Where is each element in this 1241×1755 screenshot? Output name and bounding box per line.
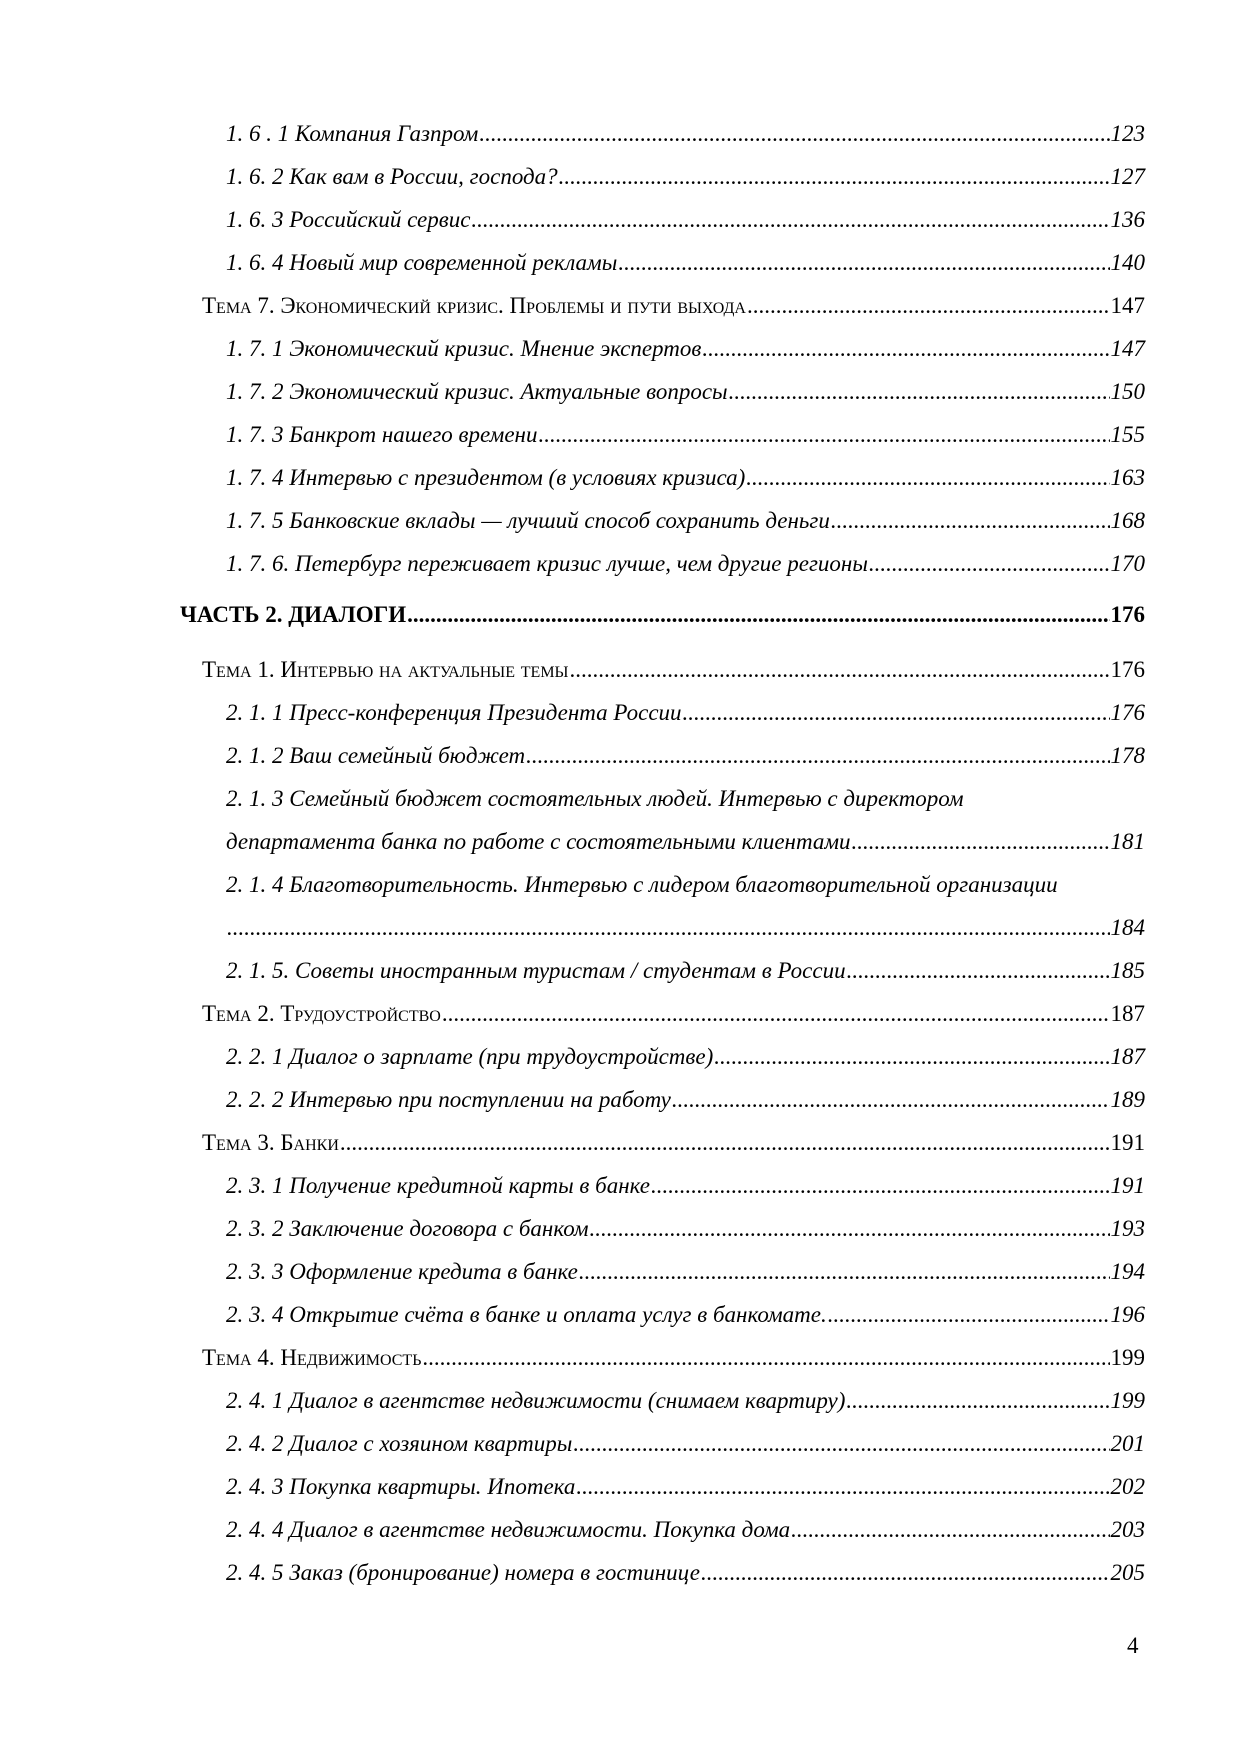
toc-theme[interactable] [180, 648, 1145, 691]
toc-theme-title: Тема 4. Недвижимость [202, 1345, 422, 1370]
toc-entry-page: 123 [1110, 121, 1145, 146]
leader-dots [407, 593, 1109, 636]
toc-entry-title: 1. 7. 2 Экономический кризис. Актуальные вопросы [226, 379, 728, 404]
toc-entry[interactable] [180, 1250, 1145, 1293]
toc-entry[interactable] [180, 1207, 1145, 1250]
toc-entry-title: 1. 6. 3 Российский сервис [226, 207, 471, 232]
toc-entry-title: 2. 1. 5. Советы иностранным туристам / студентам в России [226, 958, 846, 983]
toc-entry[interactable] [180, 499, 1145, 542]
leader-dots [828, 1293, 1110, 1336]
toc-entry-page: 185 [1110, 958, 1145, 983]
toc-theme-title: Тема 2. Трудоустройство [202, 1001, 441, 1026]
toc-entry-page: 194 [1110, 1259, 1145, 1284]
leader-dots [714, 1035, 1109, 1078]
toc-entry-page: 176 [1110, 700, 1145, 725]
toc-entry-title: 2. 1. 1 Пресс-конференция Президента России [226, 700, 682, 725]
toc-theme[interactable] [180, 1336, 1145, 1379]
leader-dots [847, 949, 1110, 992]
toc-theme[interactable] [180, 1121, 1145, 1164]
toc-entry-page: 178 [1110, 743, 1145, 768]
toc-theme-page: 176 [1110, 657, 1145, 682]
toc-entry-page: 140 [1110, 250, 1145, 275]
leader-dots [746, 456, 1109, 499]
toc-entry[interactable] [180, 1035, 1145, 1078]
leader-dots [831, 499, 1110, 542]
toc-entry[interactable] [180, 112, 1145, 155]
leader-dots [471, 198, 1109, 241]
toc-entry[interactable] [180, 734, 1145, 777]
table-of-contents [180, 112, 1145, 1594]
leader-dots [340, 1121, 1110, 1164]
toc-entry[interactable] [180, 1465, 1145, 1508]
toc-entry-title: 2. 4. 1 Диалог в агентстве недвижимости (снимаем квартиру) [226, 1388, 846, 1413]
leader-dots [576, 1465, 1109, 1508]
toc-entry[interactable] [180, 155, 1145, 198]
toc-entry-title-line1[interactable]: 2. 1. 3 Семейный бюджет состоятельных людей. Интервью с директором [226, 786, 964, 811]
toc-entry[interactable] [180, 327, 1145, 370]
toc-entry[interactable] [180, 542, 1145, 585]
toc-entry[interactable] [180, 198, 1145, 241]
toc-entry[interactable] [180, 949, 1145, 992]
toc-entry-title: 2. 3. 1 Получение кредитной карты в банке [226, 1173, 650, 1198]
leader-dots [479, 112, 1109, 155]
toc-entry-page: 127 [1110, 164, 1145, 189]
toc-entry-title: 1. 6. 4 Новый мир современной рекламы [226, 250, 618, 275]
leader-dots [227, 906, 1110, 949]
leader-dots [573, 1422, 1109, 1465]
toc-entry-title: 1. 7. 1 Экономический кризис. Мнение экспертов [226, 336, 702, 361]
toc-entry-page: 191 [1110, 1173, 1145, 1198]
leader-dots [579, 1250, 1110, 1293]
toc-entry-title: 1. 6. 2 Как вам в России, господа? [226, 164, 558, 189]
toc-entry-page: 163 [1110, 465, 1145, 490]
toc-entry-page: 199 [1110, 1388, 1145, 1413]
leader-dots [442, 992, 1110, 1035]
toc-entry-page: 203 [1110, 1517, 1145, 1542]
leader-dots [570, 648, 1110, 691]
toc-entry-title: 1. 6 . 1 Компания Газпром [226, 121, 479, 146]
toc-entry-page: 170 [1110, 551, 1145, 576]
toc-part-page: 176 [1110, 602, 1145, 627]
toc-theme-title: Тема 7. Экономический кризис. Проблемы и пути выхода [202, 293, 746, 318]
leader-dots [702, 327, 1109, 370]
toc-entry-title: 1. 7. 5 Банковские вклады — лучший способ сохранить деньги [226, 508, 830, 533]
toc-theme[interactable] [180, 992, 1145, 1035]
toc-entry-title: 2. 4. 5 Заказ (бронирование) номера в гостинице [226, 1560, 700, 1585]
toc-entry-title: 1. 7. 3 Банкрот нашего времени [226, 422, 538, 447]
toc-entry-title: 1. 7. 6. Петербург переживает кризис лучше, чем другие регионы [226, 551, 868, 576]
leader-dots [422, 1336, 1109, 1379]
leader-dots [683, 691, 1110, 734]
toc-part[interactable] [180, 593, 1145, 636]
leader-dots [869, 542, 1110, 585]
leader-dots [729, 370, 1110, 413]
toc-entry-page: 155 [1110, 422, 1145, 447]
toc-entry[interactable] [180, 413, 1145, 456]
toc-entry-title: департамента банка по работе с состоятельными клиентами [226, 829, 851, 854]
toc-entry-page: 205 [1110, 1560, 1145, 1585]
toc-entry-page: 187 [1110, 1044, 1145, 1069]
leader-dots [672, 1078, 1110, 1121]
toc-entry-title: 2. 4. 4 Диалог в агентстве недвижимости. Покупка дома [226, 1517, 791, 1542]
leader-dots [590, 1207, 1110, 1250]
leader-dots [846, 1379, 1109, 1422]
toc-entry-title: 1. 7. 4 Интервью с президентом (в условиях кризиса) [226, 465, 746, 490]
toc-entry[interactable] [180, 1422, 1145, 1465]
toc-entry[interactable] [180, 456, 1145, 499]
toc-entry-page: 201 [1110, 1431, 1145, 1456]
leader-dots [747, 284, 1110, 327]
toc-entry-title-line1[interactable]: 2. 1. 4 Благотворительность. Интервью с лидером благотворительной организации [226, 872, 1058, 897]
toc-entry-title: 2. 3. 4 Открытие счёта в банке и оплата услуг в банкомате. [226, 1302, 827, 1327]
toc-entry[interactable] [180, 1379, 1145, 1422]
leader-dots [852, 820, 1110, 863]
leader-dots [651, 1164, 1110, 1207]
toc-entry[interactable] [180, 1164, 1145, 1207]
leader-dots [701, 1551, 1110, 1594]
leader-dots [618, 241, 1109, 284]
toc-entry[interactable] [180, 1293, 1145, 1336]
toc-theme-title: Тема 1. Интервью на актуальные темы [202, 657, 569, 682]
toc-entry-title: 2. 4. 2 Диалог с хозяином квартиры [226, 1431, 573, 1456]
toc-entry-page: 202 [1110, 1474, 1145, 1499]
toc-theme-page: 191 [1110, 1130, 1145, 1155]
toc-theme-page: 187 [1110, 1001, 1145, 1026]
toc-theme-page: 199 [1110, 1345, 1145, 1370]
toc-entry-title: 2. 3. 3 Оформление кредита в банке [226, 1259, 578, 1284]
toc-entry-page: 193 [1110, 1216, 1145, 1241]
leader-dots [791, 1508, 1109, 1551]
toc-entry-title: 2. 1. 2 Ваш семейный бюджет [226, 743, 526, 768]
toc-entry-page: 168 [1110, 508, 1145, 533]
toc-entry-title: 2. 2. 1 Диалог о зарплате (при трудоустройстве) [226, 1044, 714, 1069]
toc-entry[interactable] [180, 370, 1145, 413]
leader-dots [526, 734, 1109, 777]
toc-entry-page: 150 [1110, 379, 1145, 404]
toc-entry[interactable] [180, 1078, 1145, 1121]
toc-part-title: ЧАСТЬ 2. ДИАЛОГИ [180, 602, 407, 627]
toc-entry[interactable] [180, 906, 1145, 949]
leader-dots [559, 155, 1110, 198]
toc-entry[interactable] [180, 691, 1145, 734]
toc-entry[interactable] [180, 241, 1145, 284]
toc-entry-page: 196 [1110, 1302, 1145, 1327]
toc-theme[interactable] [180, 284, 1145, 327]
toc-theme-title: Тема 3. Банки [202, 1130, 339, 1155]
toc-entry-title: 2. 3. 2 Заключение договора с банком [226, 1216, 589, 1241]
toc-entry-page: 189 [1110, 1087, 1145, 1112]
toc-entry[interactable] [180, 1551, 1145, 1594]
toc-entry-title: 2. 2. 2 Интервью при поступлении на работу [226, 1087, 671, 1112]
page-number: 4 [1127, 1633, 1139, 1658]
toc-entry-page: 181 [1110, 829, 1145, 854]
toc-entry-page: 147 [1110, 336, 1145, 361]
toc-theme-page: 147 [1110, 293, 1145, 318]
leader-dots [538, 413, 1109, 456]
toc-entry-page: 184 [1110, 915, 1145, 940]
toc-entry[interactable] [180, 1508, 1145, 1551]
toc-entry-title: 2. 4. 3 Покупка квартиры. Ипотека [226, 1474, 576, 1499]
toc-entry[interactable] [180, 820, 1145, 863]
toc-entry-page: 136 [1110, 207, 1145, 232]
